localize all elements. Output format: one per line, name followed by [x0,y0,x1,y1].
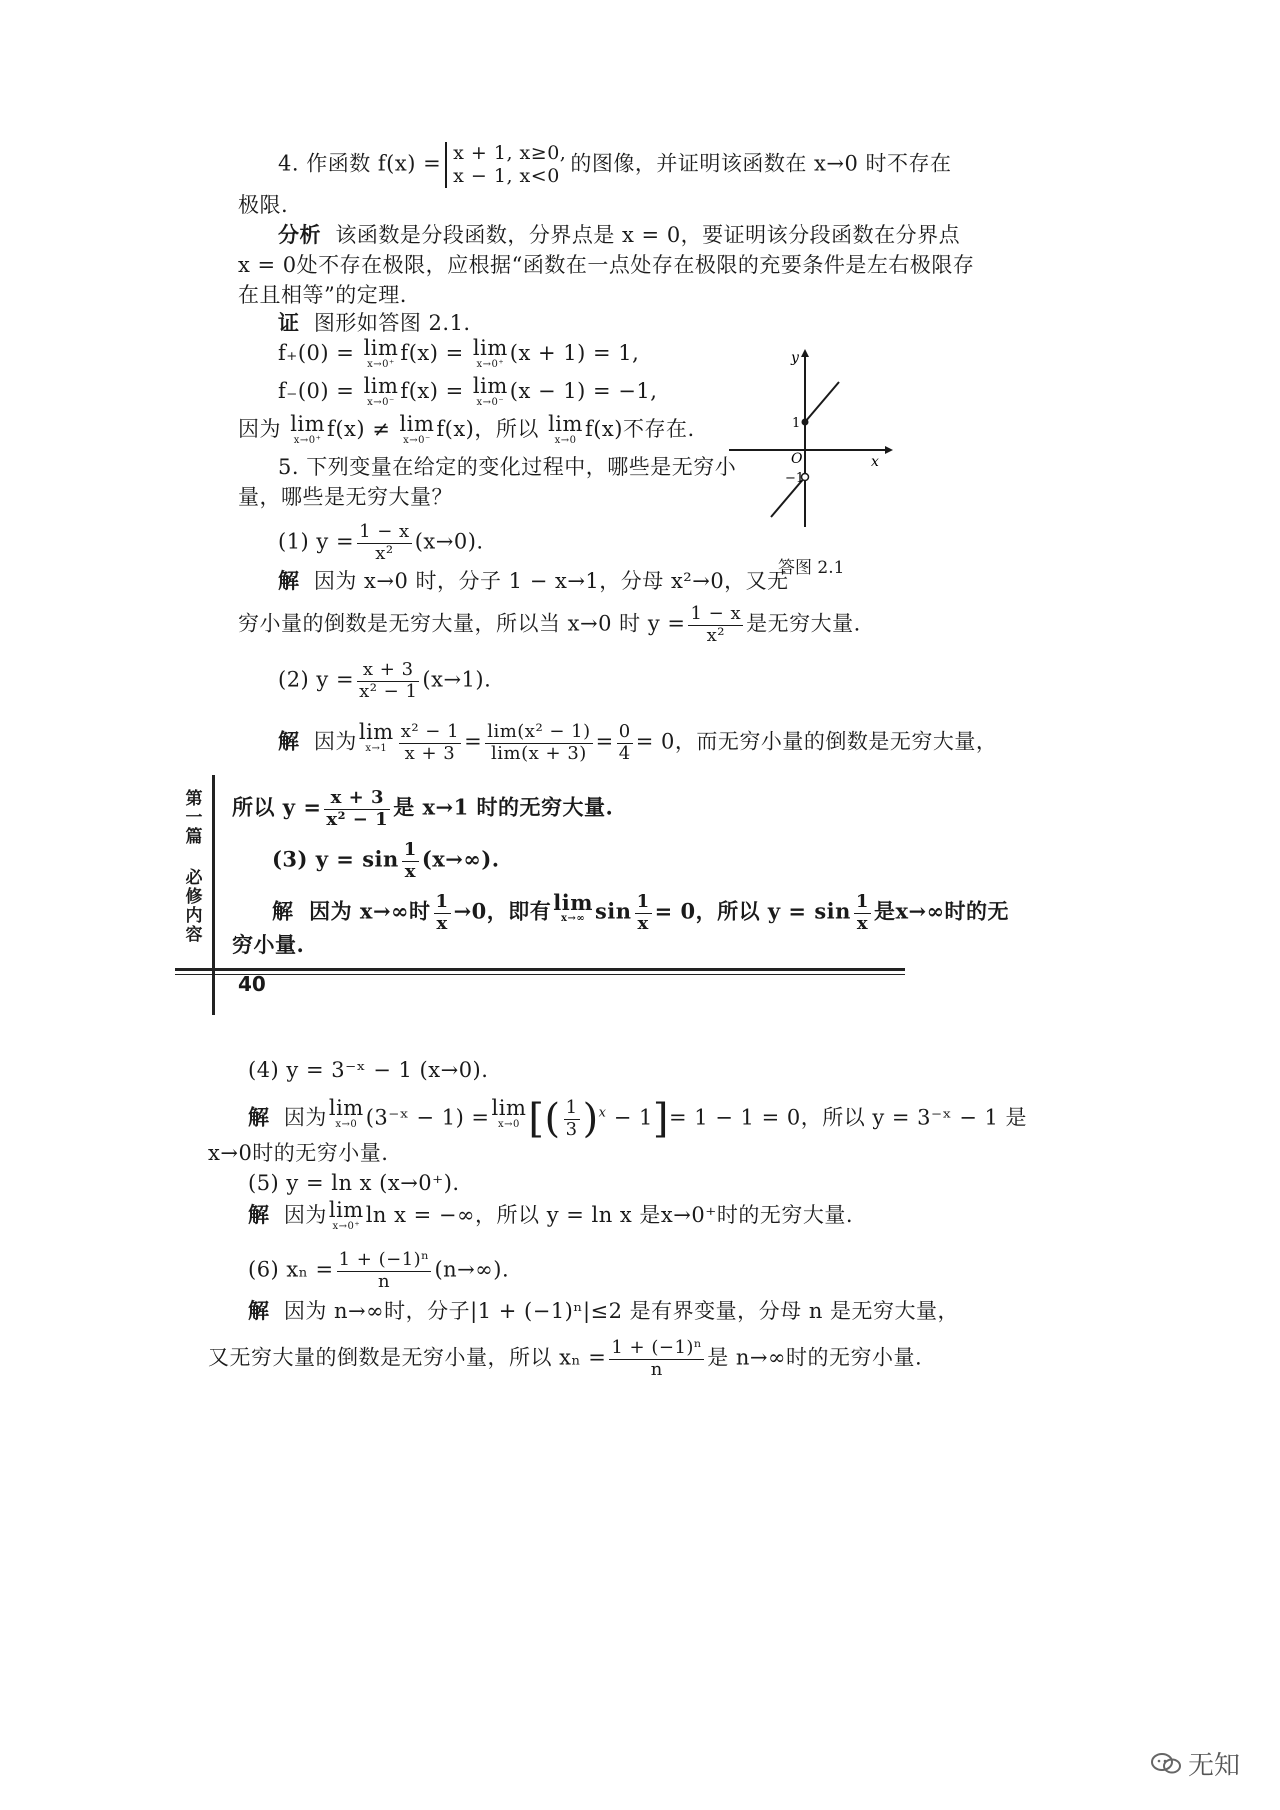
p1-sol-text-2a: 穷小量的倒数是无穷大量，所以当 x→0 时 y = [238,611,686,636]
watermark [1150,1745,1240,1782]
p4-den: 3 [565,1118,578,1140]
side-char: 容 [185,925,203,945]
p2-sol-1: 解 因为 lim x→1 $\frac{\text{x² − 1}}{x + 3}$ = $\frac{\text{lim(x² − 1)}}{\lim(x + 3)}$ = $\frac{0}{4}$ = 0，而无穷小量的倒数是无穷大量， [278,720,998,764]
y-axis-arrow [801,349,809,357]
because-word: 因为 [238,417,281,441]
p5-because: 因为 [283,1203,327,1227]
p3-lim [553,892,593,924]
lim-word: lim [358,720,394,744]
chat-bubble-icon [1150,1751,1182,1777]
problem-4-prefix: 4. 作函数 f(x) = [278,151,442,176]
lim-right-1 [364,338,399,370]
p6-sol-den: n [650,1358,663,1380]
p4-lim-2 [492,1098,527,1130]
lim-subscript: x→0⁻ [367,397,395,408]
analysis-line2 [238,250,974,280]
p2-sol-2 [232,788,613,830]
p6-sol-2b: 是 n→∞时的无穷小量. [707,1345,923,1370]
p5-head-text: (5) y = ln x (x→0⁺). [248,1171,460,1195]
p2-frac-h [617,722,633,764]
p2-f-den: x + 3 [404,742,456,764]
p1-sol-text-1: 因为 x→0 时，分子 1 − x→1，分母 x²→0，又无 [313,569,789,593]
p5-sol-label: 解 [248,1202,270,1227]
side-gap [182,847,206,869]
p1-sol-1 [278,566,789,596]
lim-subscript: x→0⁻ [403,435,431,446]
proof-intro-text: 图形如答图 2.1. [313,311,471,335]
lim-word: lim [328,1198,364,1222]
problem-4-line1 [278,142,951,188]
side-char: 修 [185,887,203,907]
problem-4-cont: 极限. [238,193,289,217]
problem-4-suffix: 的图像，并证明该函数在 x→0 时不存在 [570,151,952,176]
x-axis-arrow [885,446,893,454]
figure-caption: 答图 2.1 [778,558,845,578]
side-char: 篇 [185,827,203,847]
p3-sol-2-text: 穷小量. [232,932,305,957]
analysis-text-1: 该函数是分段函数，分界点是 x = 0，要证明该分段函数在分界点 [335,223,961,247]
limit-not-exist: f(x)不存在. [584,417,695,441]
p2-f-num: x² − 1 [400,721,460,742]
p2-sol-label: 解 [278,728,300,754]
analysis-line1 [278,220,960,250]
lim-subscript: x→0⁺ [332,1221,361,1232]
proof-line-3 [238,414,695,446]
p1-sol-num: 1 − x [690,603,742,624]
lim-subscript: x→0⁺ [293,435,322,446]
proof-line-1 [278,338,639,370]
p4-frac [564,1098,580,1140]
lim-word: lim [472,336,508,360]
lim-subscript: x→∞ [561,913,586,924]
p5-sol [248,1200,853,1232]
p2-den: x² − 1 [359,680,418,702]
p4-num: 1 [565,1097,578,1118]
p4-head [248,1055,488,1085]
lim-word: lim [553,890,593,915]
p6-sol-2a: 又无穷大量的倒数是无穷小量，所以 xₙ = [208,1345,607,1370]
lim-subscript: x→1 [365,743,388,754]
lim-subscript: x→0⁻ [476,397,505,408]
p1-sol-label: 解 [278,568,300,593]
left-limit-f: f(x) = [400,379,464,403]
side-section-label [182,790,206,945]
side-rule [212,775,215,1015]
p4-sol-1: 解 因为 lim x→0 (3⁻ˣ − 1) = lim x→0 [( $\frac{1}{3}$ )$^x$ − 1]= 1 − 1 = 0，所以 y = 3⁻ˣ − 1 是 [248,1096,1028,1143]
p6-sol-num: 1 + (−1)ⁿ [611,1337,703,1358]
p3-f2-num: 1 [636,891,650,912]
p3-num: 1 [403,839,417,860]
p2-sol-fraction [324,788,390,830]
problem-5-line1 [278,452,736,482]
side-char: 一 [185,808,203,828]
left-limit-result: (x − 1) = −1, [509,379,658,403]
p3-sol-c: = 0，所以 y = sin [654,898,851,924]
p6-sol-2 [208,1338,922,1380]
p3-f2-den: x [637,912,649,934]
p3-sol-b: →0，即有 [453,898,552,924]
p2-because: 因为 [313,729,357,754]
piecewise-case-1: x + 1, x≥0, [453,142,567,164]
p5-lim [329,1200,364,1232]
p3-sol-2 [232,930,304,960]
p4-sol-c: − 1 [613,1105,653,1130]
p2-fraction [357,660,419,702]
p4-sol-b: (3⁻ˣ − 1) = [365,1105,490,1130]
p4-sol-label: 解 [248,1104,270,1130]
p4-sol-2-text: x→0时的无穷小量. [208,1141,389,1165]
p3-head [272,840,500,882]
p4-head-text: (4) y = 3⁻ˣ − 1 (x→0). [248,1058,489,1082]
p3-f1-num: 1 [435,891,449,912]
p1-sol-den: x² [706,624,725,646]
p2-h-num: 0 [618,721,631,742]
origin-label: O [791,451,803,467]
p2-sol-den: x² − 1 [326,808,389,830]
lim-word: lim [491,1096,527,1120]
right-bracket: ] [652,1096,669,1143]
lim-subscript: x→0 [335,1119,358,1130]
analysis-line3 [238,280,407,310]
lim-compare-3 [548,414,583,446]
p6-tail: (n→∞). [434,1257,510,1282]
p3-sol-d: 是x→∞时的无 [873,898,1010,924]
lim-left-1 [364,376,399,408]
p6-fraction [337,1250,432,1292]
p1-head-text: (1) y = [278,529,355,554]
p1-sol-2 [238,604,861,646]
p3-frac-1 [434,892,451,934]
p4-because: 因为 [283,1105,327,1130]
p1-head [278,522,484,564]
right-paren: ) [582,1096,599,1143]
right-limit-f: f(x) = [400,341,464,365]
left-limit-label: f₋(0) = [278,379,355,403]
lim-word: lim [472,374,508,398]
p2-head-text: (2) y = [278,667,355,692]
p3-tail: (x→∞). [421,846,500,872]
p2-sol-2a: 所以 y = [232,794,322,820]
p3-sol-label: 解 [272,898,294,924]
piecewise-case-2: x − 1, x<0 [453,164,560,187]
p4-sol-2 [208,1138,388,1168]
p1-num: 1 − x [359,521,410,542]
side-char: 必 [185,868,203,888]
p2-lim [359,722,394,754]
p3-frac-2 [635,892,652,934]
right-limit-label: f₊(0) = [278,341,355,365]
p3-f1-den: x [436,912,448,934]
p2-sol-2b: 是 x→1 时的无穷大量. [393,794,614,820]
lim-compare-1 [290,414,325,446]
p3-f3-num: 1 [855,891,869,912]
p2-frac-g [485,722,592,764]
lim-subscript: x→0 [498,1119,520,1130]
lim-word: lim [363,336,399,360]
p6-num: 1 + (−1)ⁿ [338,1249,430,1270]
y-axis-label: y [791,350,799,366]
p1-sol-text-2b: 是无穷大量. [746,611,861,636]
p2-g-den: lim(x + 3) [491,742,587,764]
p2-h-den: 4 [618,742,631,764]
p4-lim-1 [329,1098,364,1130]
proof-intro [278,308,471,338]
proof-label: 证 [278,310,300,335]
lim-compare-2 [400,414,435,446]
p6-den: n [378,1270,391,1292]
p6-head-text: (6) xₙ = [248,1257,334,1282]
lim-right-2 [473,338,508,370]
p2-head [278,660,491,702]
closed-point-1 [802,419,809,426]
p6-sol-1 [248,1296,959,1326]
x-axis-label: x [871,454,879,470]
watermark-text: 无知 [1187,1751,1240,1781]
p2-num: x + 3 [357,660,419,682]
p3-frac-3 [854,892,871,934]
compare-f-so: f(x)，所以 [436,417,539,441]
p3-sol-1 [272,892,1009,934]
proof-line-2 [278,376,657,408]
side-char: 第 [185,789,203,809]
p1-fraction [357,522,412,564]
problem-5-line2 [238,482,453,512]
tick-label-minus-1: −1 [785,471,805,486]
p6-sol-fraction [609,1338,704,1380]
left-paren: ( [544,1096,561,1143]
p4-sol-d: = 1 − 1 = 0，所以 y = 3⁻ˣ − 1 是 [668,1105,1028,1130]
lim-word: lim [290,412,326,436]
lim-word: lim [548,412,583,436]
p3-den: x [404,860,416,882]
left-bracket: [ [528,1096,545,1143]
problem-5-text-2: 量，哪些是无穷大量？ [238,485,453,509]
right-limit-result: (x + 1) = 1, [509,341,640,365]
p3-f3-den: x [856,912,869,934]
p2-tail: (x→1). [422,667,492,692]
p2-sol-num: x + 3 [324,788,390,810]
lim-word: lim [328,1096,364,1120]
p5-head [248,1168,460,1198]
p1-sol-fraction [688,604,743,646]
footer-rule-thick [175,968,905,971]
p3-sol-a: 因为 x→∞时 [309,898,431,924]
lim-word: lim [363,374,399,398]
problem-4-line2 [238,190,288,220]
analysis-text-2: x = 0处不存在极限，应根据“函数在一点处存在极限的充要条件是左右极限存 [238,253,975,277]
tick-label-1: 1 [792,416,801,431]
lim-left-2 [473,376,508,408]
lim-word: lim [399,412,435,436]
side-char: 内 [185,906,203,926]
page-number: 40 [238,972,266,996]
p6-sol-text-1: 因为 n→∞时，分子|1 + (−1)ⁿ|≤2 是有界变量，分母 n 是无穷大量， [283,1299,960,1323]
analysis-text-3: 在且相等”的定理. [238,283,407,307]
lim-subscript: x→0⁺ [367,359,395,370]
branch-x-plus-1 [805,382,839,422]
lim-subscript: x→0⁺ [476,359,505,370]
answer-figure-2-1 [725,345,895,535]
p1-den: x² [375,542,394,564]
p2-sol-b: = 0，而无穷小量的倒数是无穷大量， [635,729,998,754]
footer-rule-thin [175,974,905,975]
piecewise-brace [445,142,566,188]
p2-g-num: lim(x² − 1) [487,721,591,742]
p2-frac-f [399,722,461,764]
p3-head-text: (3) y = sin [272,846,399,872]
p6-sol-label: 解 [248,1298,270,1323]
p5-sol-b: ln x = −∞，所以 y = ln x 是x→0⁺时的无穷大量. [365,1203,853,1227]
p3-sin: sin [594,898,632,924]
p1-tail: (x→0). [414,529,484,554]
lim-subscript: x→0 [554,435,577,446]
p3-fraction [402,840,419,882]
p6-head [248,1250,509,1292]
compare-f-ne: f(x) ≠ [327,417,391,441]
analysis-label: 分析 [278,222,321,247]
problem-5-text-1: 5. 下列变量在给定的变化过程中，哪些是无穷小 [278,455,737,479]
